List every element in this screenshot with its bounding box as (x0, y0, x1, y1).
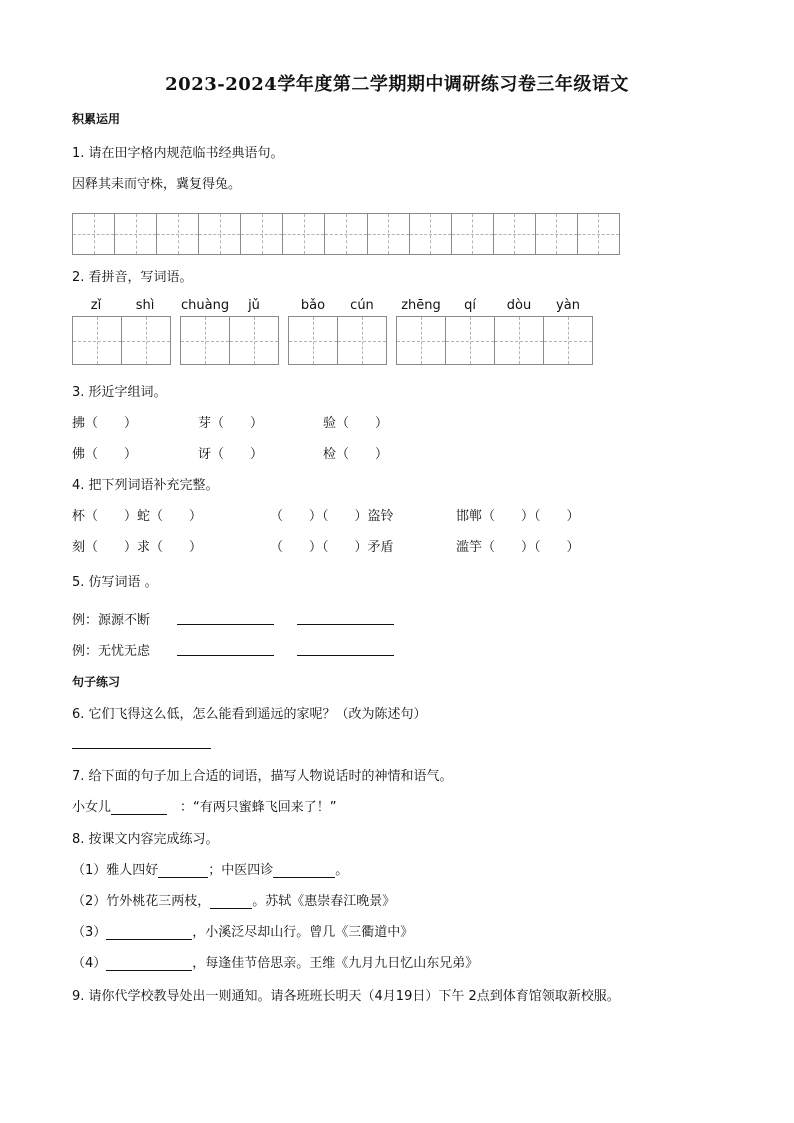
writing-box[interactable] (544, 317, 592, 364)
writing-box[interactable] (397, 317, 446, 364)
grid-cell[interactable] (157, 214, 199, 254)
question-1-prompt: 1. 请在田字格内规范临书经典语句。 (72, 146, 284, 161)
idiom-blank[interactable]: 杯（ ）蛇（ ） (72, 509, 203, 524)
grid-cell[interactable] (536, 214, 578, 254)
answer-blank[interactable] (210, 894, 252, 909)
question-8-item-3 (72, 921, 413, 940)
question-5-prompt: 5. 仿写词语 。 (72, 575, 158, 590)
question-8-item-4 (72, 952, 478, 971)
example-word-2: 例：无忧无虑 (72, 644, 151, 659)
item-text: （4） (72, 956, 107, 971)
question-9-prompt: 9. 请你代学校教导处出一则通知。请各班班长明天（4月19日）下午 2点到体育馆领取新校服。 (72, 989, 620, 1004)
question-1-sentence: 因释其耒而守株，冀复得兔。 (72, 177, 242, 192)
example-word-1: 例：源源不断 (72, 613, 151, 628)
section-heading-accumulation: 积累运用 (72, 112, 121, 126)
idiom-blank[interactable]: （ ）（ ）盗铃 (270, 509, 394, 524)
question-7-suffix: ：“有两只蜜蜂飞回来了！” (180, 800, 337, 815)
item-text: （1）雅人四好 (72, 863, 159, 878)
pinyin-label: bǎo (300, 298, 326, 313)
answer-blank[interactable] (273, 863, 335, 878)
grid-cell[interactable] (578, 214, 619, 254)
writing-box[interactable] (181, 317, 230, 364)
item-text: 。苏轼《惠崇春江晚景》 (252, 894, 396, 909)
word-blank[interactable]: 佛（ ） (72, 447, 138, 462)
question-7-prompt: 7. 给下面的句子加上合适的词语，描写人物说话时的神情和语气。 (72, 769, 453, 784)
word-blank[interactable]: 讶（ ） (198, 447, 264, 462)
answer-line[interactable] (177, 655, 274, 656)
answer-line[interactable] (177, 624, 274, 625)
idiom-blank[interactable]: （ ）（ ）矛盾 (270, 540, 394, 555)
writing-box[interactable] (230, 317, 278, 364)
grid-cell[interactable] (199, 214, 241, 254)
grid-cell[interactable] (115, 214, 157, 254)
idiom-blank[interactable]: 邯郸（ ）（ ） (456, 509, 580, 524)
grid-cell[interactable] (73, 214, 115, 254)
item-text: ，小溪泛尽却山行。曾几《三衢道中》 (192, 925, 414, 940)
word-blank[interactable]: 检（ ） (323, 447, 389, 462)
idiom-blank[interactable]: 刻（ ）求（ ） (72, 540, 203, 555)
question-8-item-2 (72, 890, 395, 909)
grid-cell[interactable] (410, 214, 452, 254)
answer-blank[interactable] (111, 800, 167, 815)
grid-cell[interactable] (283, 214, 325, 254)
question-3-prompt: 3. 形近字组词。 (72, 385, 167, 400)
question-7-line (72, 796, 337, 815)
pinyin-label: shì (135, 298, 155, 313)
pinyin-label: cún (350, 298, 374, 313)
answer-blank[interactable] (158, 863, 208, 878)
question-7-prefix: 小女儿 (72, 800, 112, 815)
item-text: ，每逢佳节倍思亲。王维《九月九日忆山东兄弟》 (192, 956, 479, 971)
page-title: 2023-2024学年度第二学期期中调研练习卷三年级语文 (165, 74, 629, 95)
pinyin-box-group-3[interactable] (288, 316, 387, 365)
idiom-blank[interactable]: 滥竽（ ）（ ） (456, 540, 580, 555)
item-text: ；中医四诊 (208, 863, 274, 878)
word-blank[interactable]: 拂（ ） (72, 416, 138, 431)
grid-cell[interactable] (325, 214, 367, 254)
pinyin-label: zhēng (401, 298, 441, 313)
writing-box[interactable] (446, 317, 495, 364)
answer-blank[interactable] (106, 925, 192, 940)
question-6-prompt: 6. 它们飞得这么低，怎么能看到遥远的家呢？（改为陈述句） (72, 707, 427, 722)
word-blank[interactable]: 验（ ） (323, 416, 389, 431)
tianzi-grid[interactable] (72, 213, 620, 255)
grid-cell[interactable] (494, 214, 536, 254)
item-text: （2）竹外桃花三两枝， (72, 894, 211, 909)
item-text: 。 (335, 863, 349, 878)
answer-blank[interactable] (106, 956, 192, 971)
question-4-prompt: 4. 把下列词语补充完整。 (72, 478, 219, 493)
answer-line[interactable] (72, 748, 211, 749)
pinyin-box-group-1[interactable] (72, 316, 171, 365)
question-8-item-1 (72, 859, 348, 878)
answer-line[interactable] (297, 655, 394, 656)
pinyin-label: qí (464, 298, 476, 313)
pinyin-label: jǔ (248, 298, 260, 313)
word-blank[interactable]: 芽（ ） (198, 416, 264, 431)
answer-line[interactable] (297, 624, 394, 625)
writing-box[interactable] (289, 317, 338, 364)
pinyin-label: chuàng (181, 298, 230, 313)
writing-box[interactable] (338, 317, 386, 364)
pinyin-label: yàn (556, 298, 580, 313)
writing-box[interactable] (122, 317, 170, 364)
pinyin-box-group-4[interactable] (396, 316, 593, 365)
item-text: （3） (72, 925, 107, 940)
question-2-prompt: 2. 看拼音，写词语。 (72, 270, 193, 285)
section-heading-sentences: 句子练习 (72, 675, 121, 689)
grid-cell[interactable] (368, 214, 410, 254)
pinyin-label: zǐ (90, 298, 102, 313)
grid-cell[interactable] (241, 214, 283, 254)
writing-box[interactable] (73, 317, 122, 364)
writing-box[interactable] (495, 317, 544, 364)
pinyin-label: dòu (506, 298, 532, 313)
question-8-prompt: 8. 按课文内容完成练习。 (72, 832, 219, 847)
grid-cell[interactable] (452, 214, 494, 254)
pinyin-box-group-2[interactable] (180, 316, 279, 365)
